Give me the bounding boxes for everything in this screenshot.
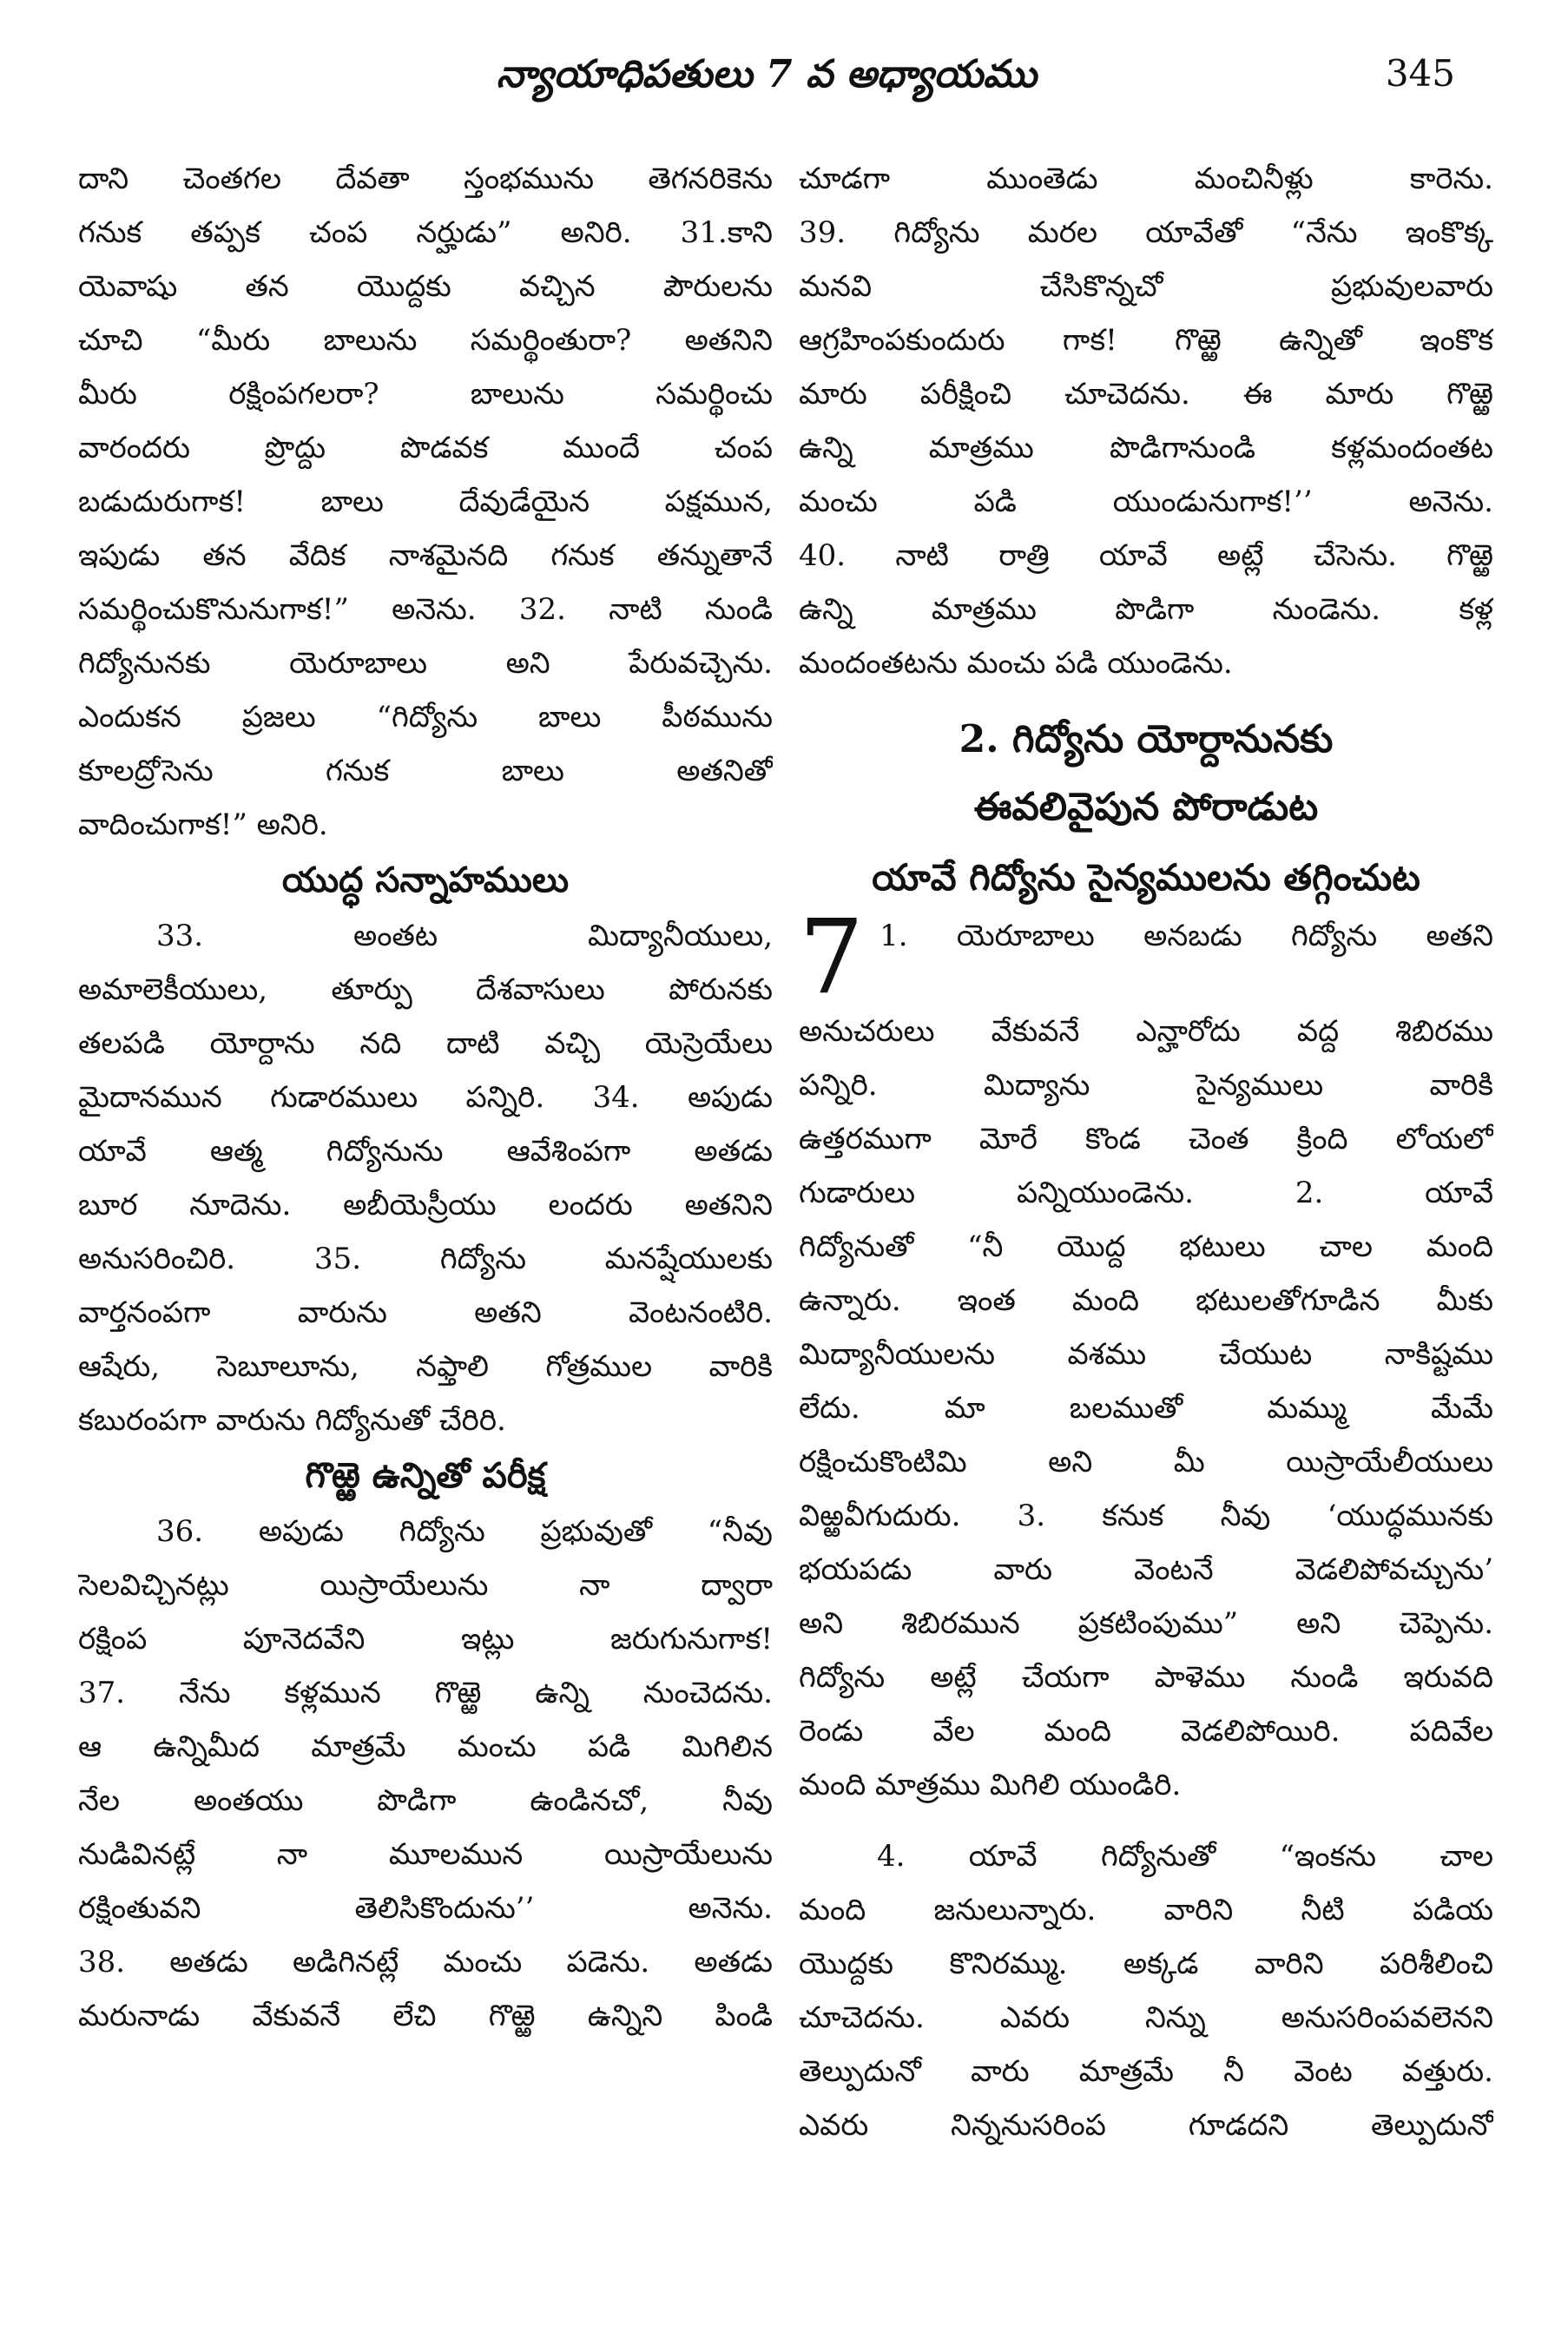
text-line: గుడారులు పన్నియుండెను. 2. యావే: [799, 1176, 1493, 1210]
text-line: తెల్పుదునో వారు మాత్రమే నీ వెంట వత్తురు.: [799, 2054, 1493, 2089]
text-line: ఎవరు నిన్ననుసరింప గూడదని తెల్పుదునో: [799, 2108, 1493, 2143]
paragraph: [78, 1505, 773, 2043]
text-line: యావే ఆత్మ గిద్యోనును ఆవేశింపగా అతడు: [78, 1134, 773, 1169]
text-line: 39. గిద్యోను మరల యావేతో “నేను ఇంకొక్క: [799, 215, 1493, 250]
text-line: గిద్యోనునకు యెరూబాలు అని పేరువచ్చెను.: [78, 646, 773, 681]
chapter-opening: [799, 897, 1493, 1017]
text-line: పన్నిరి. మిద్యాను సైన్యములు వారికి: [799, 1068, 1493, 1103]
page-header: [78, 52, 1455, 113]
text-line: మీరు రక్షింపగలరా? బాలును సమర్థించు: [78, 377, 773, 412]
text-line: 4. యావే గిద్యోనుతో “ఇంకను చాల: [877, 1839, 1493, 1874]
text-line: 33. అంతట మిద్యానీయులు,: [156, 919, 773, 953]
text-line: ఎందుకన ప్రజలు “గిద్యోను బాలు పీఠమును: [78, 700, 773, 735]
text-line: చూచెదను. ఎవరు నిన్ను అనుసరింపవలెనని: [799, 2000, 1493, 2035]
text-line: మంచు పడి యుండునుగాక!’’ అనెను.: [799, 484, 1493, 519]
text-line: వార్తనంపగా వారును అతని వెంటనంటిరి.: [78, 1295, 773, 1330]
text-line: 38. అతడు అడిగినట్లే మంచు పడెను. అతడు: [78, 1945, 773, 1980]
running-title: న్యాయాధిపతులు 7 వ అధ్యాయము: [496, 52, 1038, 96]
text-line: సమర్థించుకొనునుగాక!” అనెను. 32. నాటి నుండి: [78, 592, 773, 627]
text-line: చూడగా ముంతెడు మంచినీళ్లు కారెను.: [799, 161, 1493, 196]
paragraph: [799, 1829, 1493, 2152]
paragraph: [799, 152, 1493, 690]
text-line: బూర నూదెను. అబీయెస్రీయు లందరు అతనిని: [78, 1188, 773, 1222]
text-line: ఉన్ని మాత్రము పొడిగానుండి కళ్లమందంతట: [799, 431, 1493, 465]
chapter-section-title: ఈవలివైపున పోరాడుట: [973, 785, 1319, 829]
text-line: తలపడి యోర్దాను నది దాటి వచ్చి యెస్రెయేలు: [78, 1026, 773, 1061]
page-number: 345: [1385, 52, 1455, 95]
right-column: [799, 152, 1493, 2152]
text-line: గిద్యోనుతో “నీ యొద్ద భటులు చాల మంది: [799, 1229, 1493, 1264]
text-line: లేదు. మా బలముతో మమ్ము మేమే: [799, 1391, 1493, 1426]
text-line: మంది జనులున్నారు. వారిని నీటి పడియ: [799, 1893, 1493, 1927]
text-line: ఇపుడు తన వేదిక నాశమైనది గనుక తన్నుతానే: [78, 538, 773, 573]
text-line: మైదానమున గుడారములు పన్నిరి. 34. అపుడు: [78, 1080, 773, 1115]
text-line: రక్షించుకొంటిమి అని మీ యిస్రాయేలీయులు: [799, 1445, 1493, 1479]
paragraph: [78, 909, 773, 1447]
text-line: 36. అపుడు గిద్యోను ప్రభువుతో “నీవు: [156, 1514, 773, 1549]
text-line: ఆ ఉన్నిమీద మాత్రమే మంచు పడి మిగిలిన: [78, 1729, 773, 1764]
text-line: ఉన్ని మాత్రము పొడిగా నుండెను. కళ్ల: [799, 592, 1493, 627]
text-line: మంది మాత్రము మిగిలి యుండిరి.: [799, 1768, 1182, 1802]
text-line: 37. నేను కళ్లమున గొఱ్ఱె ఉన్ని నుంచెదను.: [78, 1676, 773, 1710]
chapter-number-dropcap: 7: [799, 897, 865, 1017]
text-line: ఆగ్రహింపకుందురు గాక! గొఱ్ఱె ఉన్నితో ఇంకొక: [799, 323, 1493, 358]
text-line: మందంతటను మంచు పడి యుండెను.: [799, 646, 1233, 681]
text-line: యొద్దకు కొనిరమ్ము. అక్కడ వారిని పరిశీలించి: [799, 1947, 1493, 1981]
text-line: సెలవిచ్చినట్లు యిస్రాయేలును నా ద్వారా: [78, 1568, 773, 1603]
section-heading: యావే గిద్యోను సైన్యములను తగ్గించుట: [872, 856, 1420, 899]
text-line: గిద్యోను అట్లే చేయగా పాళెము నుండి ఇరువది: [799, 1660, 1493, 1695]
chapter-section-title: 2. గిద్యోను యోర్దానునకు: [959, 717, 1334, 761]
text-line: గనుక తప్పక చంప నర్హుడు” అనిరి. 31.కాని: [78, 215, 773, 250]
text-line: మారు పరీక్షించి చూచెదను. ఈ మారు గొఱ్ఱె: [799, 377, 1493, 412]
text-line: నేల అంతయు పొడిగా ఉండినచో, నీవు: [78, 1783, 773, 1818]
section-heading: గొఱ్ఱె ఉన్నితో పరీక్ష: [305, 1455, 546, 1496]
left-column: [78, 152, 773, 2043]
paragraph: [78, 152, 773, 852]
text-line: అని శిబిరమున ప్రకటింపుము” అని చెప్పెను.: [799, 1606, 1493, 1641]
section-heading: యుద్ధ సన్నాహములు: [281, 860, 570, 900]
text-line: కూలద్రోసెను గనుక బాలు అతనితో: [78, 754, 773, 788]
text-line: ఆషేరు, సెబూలూను, నఫ్తాలి గోత్రముల వారికి: [78, 1349, 773, 1384]
text-line: అనుచరులు వేకువనే ఎన్హారోదు వద్ద శిబిరము: [799, 1014, 1493, 1049]
text-line: కబురంపగా వారును గిద్యోనుతో చేరిరి.: [78, 1403, 506, 1438]
text-line: నుడివినట్లే నా మూలమున యిస్రాయేలును: [78, 1837, 773, 1872]
text-line: భయపడు వారు వెంటనే వెడలిపోవచ్చును’: [799, 1552, 1493, 1587]
text-line: యెవాషు తన యొద్దకు వచ్చిన పౌరులను: [78, 269, 773, 304]
text-line: చూచి “మీరు బాలును సమర్థింతురా? అతనిని: [78, 323, 773, 358]
text-line: మనవి చేసికొన్నచో ప్రభువులవారు: [799, 269, 1493, 304]
text-line: రక్షింప పూనెదవేని ఇట్లు జరుగునుగాక!: [78, 1622, 773, 1657]
text-line: మిద్యానీయులను వశము చేయుట నాకిష్టము: [799, 1337, 1493, 1372]
text-line: ఉత్తరముగా మోరే కొండ చెంత క్రింది లోయలో: [799, 1122, 1493, 1156]
text-line: వారందరు ప్రొద్దు పొడవక ముందే చంప: [78, 431, 773, 465]
paragraph: [799, 1005, 1493, 1812]
text-line: 1. యెరూబాలు అనబడు గిద్యోను అతని: [880, 919, 1493, 953]
text-line: దాని చెంతగల దేవతా స్తంభమును తెగనరికెను: [78, 161, 773, 196]
text-line: విఱ్ఱవీగుదురు. 3. కనుక నీవు ‘యుద్ధమునకు: [799, 1499, 1493, 1533]
text-line: బడుదురుగాక! బాలు దేవుడేయైన పక్షమున,: [78, 484, 773, 519]
text-line: వాదించుగాక!” అనిరి.: [78, 807, 328, 842]
text-line: రెండు వేల మంది వెడలిపోయిరి. పదివేల: [799, 1714, 1493, 1749]
text-line: ఉన్నారు. ఇంత మంది భటులతోగూడిన మీకు: [799, 1283, 1493, 1318]
text-line: మరునాడు వేకువనే లేచి గొఱ్ఱె ఉన్నిని పిండి: [78, 1999, 773, 2033]
text-line: అమాలెకీయులు, తూర్పు దేశవాసులు పోరునకు: [78, 972, 773, 1007]
text-line: రక్షింతువని తెలిసికొందును’’ అనెను.: [78, 1891, 773, 1926]
text-line: 40. నాటి రాత్రి యావే అట్లే చేసెను. గొఱ్ఱె: [799, 538, 1493, 573]
text-line: అనుసరించిరి. 35. గిద్యోను మనష్షేయులకు: [78, 1242, 773, 1276]
